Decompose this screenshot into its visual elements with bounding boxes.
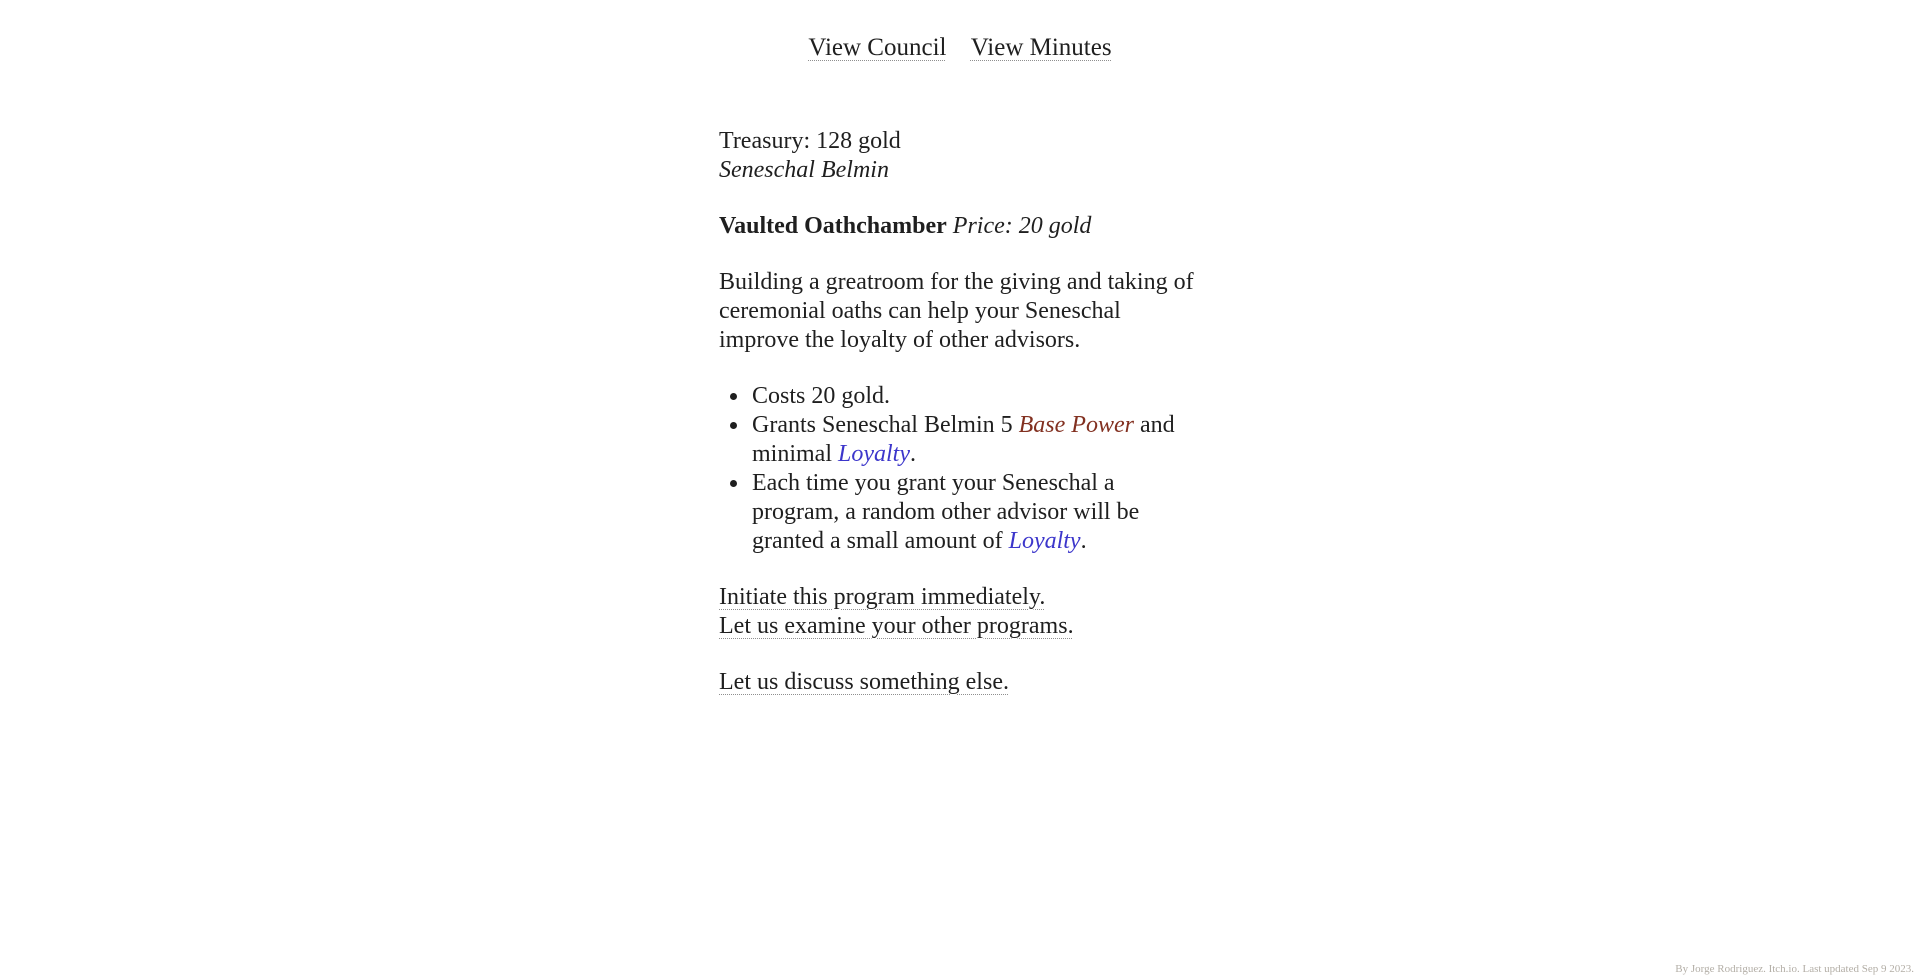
action-links [719, 583, 1201, 641]
game-content [719, 127, 1201, 697]
discuss-something-else-link[interactable]: Let us discuss something else. [719, 669, 1009, 695]
nav-view-council-link[interactable]: View Council [808, 34, 947, 61]
treasury-line: Treasury: 128 gold [719, 128, 901, 154]
base-power-term: Base Power [1018, 412, 1134, 438]
initiate-program-link[interactable]: Initiate this program immediately. [719, 584, 1046, 610]
loyalty-term: Loyalty [838, 441, 910, 467]
program-effect-item: • Grants Seneschal Belmin 5 Base Power and minimal Loyalty. [750, 411, 1201, 469]
program-heading [719, 212, 1201, 241]
nav-view-minutes-link[interactable]: View Minutes [970, 34, 1112, 61]
program-effects-list [719, 382, 1201, 556]
loyalty-term: Loyalty [1008, 528, 1081, 554]
advisor-line: Seneschal Belmin [719, 157, 889, 183]
program-effect-item: • Costs 20 gold. [750, 382, 1201, 411]
credit-footer: By Jorge Rodriguez. Itch.io. Last updated Sep 9 2023. [1675, 963, 1914, 975]
status-block [719, 127, 1201, 185]
top-nav [0, 0, 1920, 63]
program-description: Building a greatroom for the giving and taking of ceremonial oaths can help your Seneschal improve the loyalty of other advisors. [719, 269, 1194, 353]
examine-programs-link[interactable]: Let us examine your other programs. [719, 613, 1074, 639]
program-price: Price: 20 gold [952, 213, 1092, 239]
discuss-link-wrap [719, 668, 1201, 697]
program-effect-item: • Each time you grant your Seneschal a program, a random other advisor will be granted a small amount of Loyalty. [750, 469, 1201, 556]
program-name: Vaulted Oathchamber [719, 213, 947, 239]
